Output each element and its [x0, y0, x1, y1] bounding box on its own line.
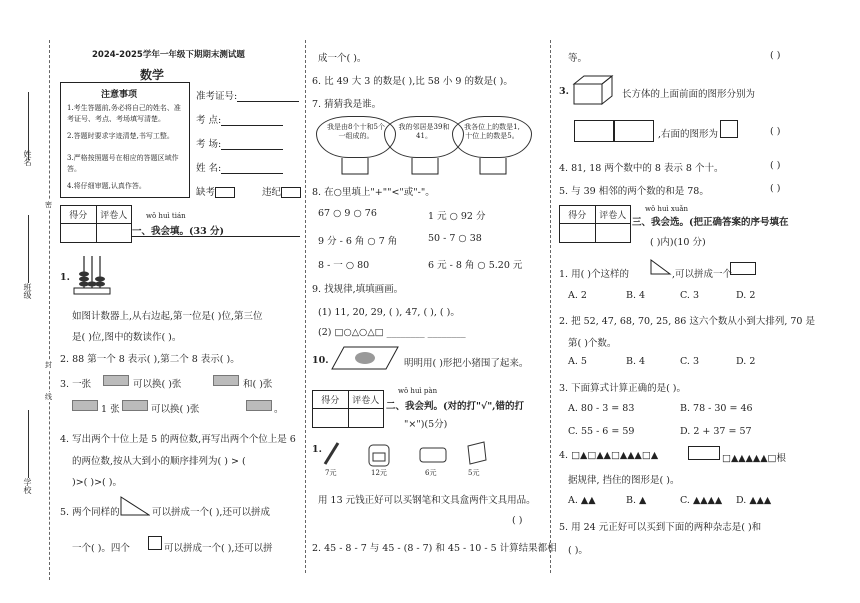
choice-2-option-b[interactable]: B. 4 — [626, 356, 646, 367]
choice-1-text-a: 1. 用( )个这样的 — [559, 269, 630, 280]
choice-4-option-a[interactable]: A. ▲▲ — [568, 495, 596, 506]
choice-1-option-a[interactable]: A. 2 — [568, 290, 587, 301]
seal-line — [49, 40, 50, 580]
score-label: 得分 — [321, 396, 340, 406]
notice-item-1: 1.考生答题前,务必将自己的姓名、准考证号、考点、考场填写清楚。 — [67, 104, 181, 123]
section2-title-2: "×")(5分) — [404, 419, 448, 430]
q3-text-f: 。 — [274, 404, 284, 415]
q9-text: 9. 找规律,填填画画。 — [312, 284, 404, 295]
judge-5-answer[interactable]: ( ) — [770, 183, 781, 194]
price-pen: 7元 — [325, 469, 337, 477]
price-backpack: 12元 — [371, 469, 387, 477]
choice-3-option-c[interactable]: C. 55 - 6 = 59 — [568, 426, 635, 437]
choice-2-option-a[interactable]: A. 5 — [568, 356, 587, 367]
choice-3-option-a[interactable]: A. 80 - 3 = 83 — [568, 403, 635, 414]
q8-item-3-1: 8 - 一 ○ 80 — [318, 260, 370, 271]
triangle-icon — [120, 495, 150, 517]
choice-4-text-c: 据规律, 挡住的图形是( )。 — [568, 475, 680, 486]
side-school-label: 学校 — [23, 478, 32, 494]
book-icon — [464, 440, 490, 466]
q4-text-c: )>( )>( )。 — [72, 477, 122, 488]
judge-4-text: 4. 81, 18 两个数中的 8 表示 8 个十。 — [559, 163, 724, 174]
notice-item-4: 4.将仔细审题,认真作答。 — [67, 182, 146, 190]
pig-in-parallelogram-icon — [330, 345, 400, 371]
score-label: 得分 — [568, 211, 587, 221]
pencil-case-icon — [418, 444, 448, 464]
section1-underline — [132, 236, 300, 237]
choice-3-option-d[interactable]: D. 2 + 37 = 57 — [680, 426, 752, 437]
choice-4-option-c[interactable]: C. ▲▲▲▲ — [680, 495, 723, 506]
backpack-icon — [366, 440, 392, 468]
choice-4-option-d[interactable]: D. ▲▲▲ — [736, 495, 772, 506]
judge-3-answer[interactable]: ( ) — [770, 126, 781, 137]
side-class-label: 班级 — [23, 283, 32, 299]
square-icon — [148, 536, 162, 550]
choice-1-option-d[interactable]: D. 2 — [736, 290, 756, 301]
q8-item-3-2: 6 元 - 8 角 ○ 5.20 元 — [428, 260, 523, 271]
choice-3-text: 3. 下面算式计算正确的是( )。 — [559, 383, 687, 394]
flag-violate[interactable]: 违纪 — [262, 184, 301, 198]
field-name[interactable]: 姓 名: — [196, 160, 283, 174]
choice-4-text-b: □▲▲▲▲▲□根 — [722, 453, 786, 464]
q8-item-2-1: 9 分 - 6 角 ○ 7 角 — [318, 236, 398, 247]
q8-text: 8. 在○里填上"+""<"或"-"。 — [312, 187, 435, 198]
section1-title: 一、我会填。(33 分) — [132, 226, 225, 237]
choice-4-option-b[interactable]: B. ▲ — [626, 495, 647, 506]
section1-pinyin: wǒ huì tián — [146, 212, 186, 220]
q7-text: 7. 猜猜我是谁。 — [312, 99, 382, 110]
field-exam-room[interactable]: 考 场: — [196, 136, 283, 150]
q5-text-e: 成一个( )。 — [318, 53, 367, 64]
choice-1-text-b: ,可以拼成一个 — [672, 269, 733, 280]
column-divider-2 — [550, 40, 551, 573]
rectangle-icon — [730, 262, 756, 275]
q1-text-2: 是( )位,图中的数读作( )。 — [72, 332, 182, 343]
field-exam-id[interactable]: 准考证号: — [196, 88, 299, 102]
banknote-icon — [213, 375, 239, 386]
q8-item-1-1: 67 ○ 9 ○ 76 — [318, 208, 377, 219]
flag-miss[interactable]: 缺考 — [196, 184, 235, 198]
q5-text-a: 5. 两个同样的 — [60, 507, 120, 518]
banknote-icon — [122, 400, 148, 411]
judge-3-label: 3. — [559, 86, 569, 97]
q4-text-b: 的两位数,按从大到小的顺序排列为( ) > ( — [72, 456, 246, 467]
score-box-3 — [559, 205, 631, 243]
q9-part-1: (1) 11, 20, 29, ( ), 47, ( ), ( )。 — [318, 307, 460, 318]
choice-2-option-c[interactable]: C. 3 — [680, 356, 700, 367]
price-pencil-case: 6元 — [425, 469, 437, 477]
grader-label: 评卷人 — [348, 391, 384, 408]
judge-1-label: 1. — [312, 444, 322, 455]
seal-xian: 线 — [45, 393, 52, 401]
choice-5-text-b: ( )。 — [568, 545, 588, 556]
section3-title: 三、我会选。(把正确答案的序号填在 — [632, 217, 789, 228]
square-shape — [720, 120, 738, 138]
rectangle-shape-2 — [614, 120, 654, 142]
choice-1-option-c[interactable]: C. 3 — [680, 290, 700, 301]
riddle-heart-1: 我是由8个十和5个一组成的。 — [316, 116, 396, 158]
q5-text-d: 可以拼成一个( ),还可以拼 — [164, 543, 273, 554]
q5-text-b: 可以拼成一个( ),还可以拼成 — [152, 507, 270, 518]
q3-text-e: 可以换( )张 — [151, 404, 200, 415]
q2-text: 2. 88 第一个 8 表示( ),第二个 8 表示( )。 — [60, 354, 240, 365]
q1-text-1: 如图计数器上,从右边起,第一位是( )位,第三位 — [72, 311, 263, 322]
q3-text-b: 可以换( )张 — [133, 379, 182, 390]
choice-2-option-d[interactable]: D. 2 — [736, 356, 756, 367]
triangle-icon — [650, 258, 672, 276]
judge-2-answer[interactable]: ( ) — [770, 50, 781, 61]
q3-text-c: 和( )张 — [243, 379, 273, 390]
banknote-icon — [246, 400, 272, 411]
choice-5-text-a: 5. 用 24 元正好可以买到下面的两种杂志是( )和 — [559, 522, 762, 533]
q3-text-a: 3. 一张 — [60, 379, 92, 390]
section2-pinyin: wǒ huì pàn — [398, 387, 438, 395]
q4-text-a: 4. 写出两个十位上是 5 的两位数,再写出两个个位上是 6 — [60, 434, 296, 445]
judge-4-answer[interactable]: ( ) — [770, 160, 781, 171]
price-book: 5元 — [468, 469, 480, 477]
q6-text: 6. 比 49 大 3 的数是( ),比 58 小 9 的数是( )。 — [312, 76, 513, 87]
judge-3-text-2: ,右面的图形为 — [658, 129, 719, 140]
score-box-2 — [312, 390, 384, 428]
q10-label: 10. — [312, 355, 329, 366]
exam-year-title: 2024-2025学年一年级下期期末测试题 — [92, 50, 245, 60]
judge-1-answer[interactable]: ( ) — [512, 515, 523, 526]
choice-2-text-a: 2. 把 52, 47, 68, 70, 25, 86 这六个数从小到大排列, 70 是 — [559, 316, 815, 327]
q8-item-2-2: 50 - 7 ○ 38 — [428, 233, 482, 244]
field-exam-site[interactable]: 考 点: — [196, 112, 283, 126]
judge-2-text-end: 等。 — [568, 53, 588, 64]
banknote-icon — [72, 400, 98, 411]
q1-label: 1. — [60, 272, 70, 283]
rectangle-shape-1 — [574, 120, 614, 142]
q10-text: 明明用( )形把小猪围了起来。 — [404, 358, 529, 369]
judge-3-text: 长方体的上面前面的图形分别为 — [622, 89, 756, 100]
side-school-line — [28, 410, 29, 478]
pen-icon — [322, 440, 342, 466]
side-name-line — [28, 92, 29, 160]
notice-title: 注意事项 — [101, 90, 138, 100]
q3-text-d: 1 张 — [101, 404, 120, 415]
notice-item-2: 2.答题时要求字迹清楚,书写工整。 — [67, 132, 174, 140]
cuboid-icon — [572, 74, 614, 106]
section3-pinyin: wǒ huì xuǎn — [645, 205, 689, 213]
notice-box — [60, 82, 190, 198]
banknote-icon — [103, 375, 129, 386]
side-name-label: 姓名 — [23, 150, 32, 166]
subject-title: 数学 — [140, 68, 165, 82]
choice-2-text-b: 第( )个数。 — [568, 338, 617, 349]
side-class-line — [28, 215, 29, 283]
grader-label: 评卷人 — [595, 206, 631, 223]
choice-4-text-a: 4. □▲□▲▲□▲▲▲□▲ — [559, 450, 659, 461]
choice-3-option-b[interactable]: B. 78 - 30 = 46 — [680, 403, 753, 414]
q9-part-2: (2) □○△○△□ ________ ________ — [318, 327, 466, 338]
riddle-heart-2: 我的邻居是39和41。 — [384, 116, 464, 158]
riddle-answer-brackets — [316, 158, 536, 176]
judge-5-text: 5. 与 39 相邻的两个数的和是 78。 — [559, 186, 709, 197]
judge-1-text: 用 13 元钱正好可以买钢笔和文具盒两件文具用品。 — [318, 495, 536, 506]
riddle-heart-3: 我各位上的数是1,十位上的数是5。 — [452, 116, 532, 158]
choice-1-option-b[interactable]: B. 4 — [626, 290, 646, 301]
hidden-pattern-box — [688, 446, 720, 460]
abacus-icon — [70, 252, 114, 296]
section3-title-2: ( )内)(10 分) — [650, 237, 706, 248]
judge-2-text: 2. 45 - 8 - 7 与 45 - (8 - 7) 和 45 - 10 - 5 计算结果都相 — [312, 543, 557, 554]
q5-text-c: 一个( )。四个 — [72, 543, 130, 554]
seal-mi: 密 — [45, 201, 52, 209]
section2-title: 二、我会判。(对的打"√",错的打 — [386, 401, 524, 412]
notice-item-3: 3.严格按照题号在相应的答题区域作答。 — [67, 154, 179, 173]
score-label: 得分 — [69, 211, 88, 221]
grader-label: 评卷人 — [96, 206, 132, 223]
q8-item-1-2: 1 元 ○ 92 分 — [428, 211, 486, 222]
score-box-1 — [60, 205, 132, 243]
column-divider-1 — [305, 40, 306, 573]
seal-feng: 封 — [45, 361, 52, 369]
